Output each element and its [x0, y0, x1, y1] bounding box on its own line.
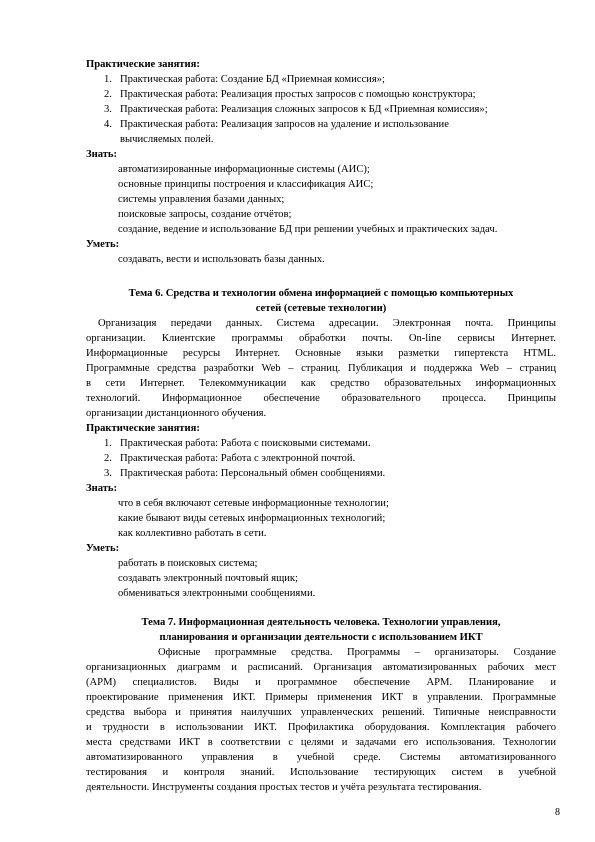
- topic-title-line: планирования и организации деятельности с использованием ИКТ: [159, 632, 483, 643]
- topic-title-line: Тема 6. Средства и технологии обмена информацией с помощью компьютерных: [128, 288, 514, 299]
- list-item: работать в поисковых система;: [118, 558, 258, 569]
- can-label: Уметь:: [86, 239, 120, 250]
- paragraph-line: организационных диаграмм и расписаний. Организация автоматизированных рабочих мест: [86, 662, 556, 673]
- paragraph-line: проектирование применения ИКТ. Примеры применения ИКТ в управлении. Программные: [86, 692, 556, 703]
- list-item: [86, 102, 556, 117]
- list-text: Практическая работа: Работа с поисковыми системами.: [120, 438, 371, 449]
- list-text: Практическая работа: Реализация сложных запросов к БД «Приемная комиссия»;: [120, 104, 488, 115]
- list-item: автоматизированные информационные системы (АИС);: [118, 164, 370, 175]
- list-item: [86, 451, 556, 466]
- list-item: какие бывают виды сетевых информационных технологий;: [118, 513, 386, 524]
- list-number: 2.: [104, 453, 112, 464]
- list-text: Практическая работа: Создание БД «Приемная комиссия»;: [120, 74, 385, 85]
- paragraph-line: места средствами ИКТ в соответствии с целями и задачами его использования. Технологии: [86, 737, 556, 748]
- paragraph-line: технологий. Информационное обеспечение образовательного процесса. Принципы: [86, 393, 556, 404]
- list-text: Практическая работа: Реализация простых запросов с помощью конструктора;: [120, 89, 476, 100]
- paragraph-line: организации. Клиентские программы обработки почты. On-line сервисы Интернет.: [86, 333, 556, 344]
- list-number: 1.: [104, 438, 112, 449]
- topic-title-line: сетей (сетевые технологии): [255, 303, 387, 314]
- topic-6-paragraph: [86, 316, 556, 421]
- list-text: Практическая работа: Персональный обмен сообщениями.: [120, 468, 386, 479]
- page-content: [86, 57, 556, 795]
- topic-title-line: Тема 7. Информационная деятельность человека. Технологии управления,: [141, 617, 501, 628]
- can-list: [86, 556, 556, 601]
- know-label: Знать:: [86, 149, 118, 160]
- practical-works-list: [86, 72, 556, 147]
- list-item: [86, 117, 556, 132]
- know-label: Знать:: [86, 483, 118, 494]
- can-label: Уметь:: [86, 543, 120, 554]
- paragraph-line: Программные средства разработки Web – страниц. Публикация и поддержка Web – страниц: [86, 363, 556, 374]
- list-item: как коллективно работать в сети.: [118, 528, 267, 539]
- can-list: [86, 252, 556, 267]
- list-item: [86, 436, 556, 451]
- paragraph-line: автоматизированного управления в учебной среде. Системы автоматизированного: [86, 752, 556, 763]
- paragraph-line: (АРМ) специалистов. Виды и программное обеспечение АРМ. Планирование и: [86, 677, 556, 688]
- list-number: 3.: [104, 468, 112, 479]
- list-item: поисковые запросы, создание отчётов;: [118, 209, 292, 220]
- practical-works-list: [86, 436, 556, 481]
- know-list: [86, 162, 556, 237]
- list-text: Практическая работа: Работа с электронной почтой.: [120, 453, 356, 464]
- list-item: создавать электронный почтовый ящик;: [118, 573, 298, 584]
- list-item: обмениваться электронными сообщениями.: [118, 588, 316, 599]
- list-item: основные принципы построения и классификация АИС;: [118, 179, 374, 190]
- paragraph-line: деятельности. Инструменты создания простых тестов и учёта результата тестирования.: [86, 782, 482, 793]
- list-item: создание, ведение и использование БД при решении учебных и практических задач.: [118, 224, 498, 235]
- list-item: [86, 72, 556, 87]
- list-item: [86, 87, 556, 102]
- practical-label: Практические занятия:: [86, 59, 200, 70]
- paragraph-line: организации дистанционного обучения.: [86, 408, 267, 419]
- page-number: 8: [555, 807, 560, 818]
- paragraph-line: Организация передачи данных. Система адресации. Электронная почта. Принципы: [98, 318, 556, 329]
- list-number: 4.: [104, 119, 112, 130]
- list-item: [86, 466, 556, 481]
- list-number: 2.: [104, 89, 112, 100]
- list-item: системы управления базами данных;: [118, 194, 285, 205]
- list-number: 3.: [104, 104, 112, 115]
- practical-label: Практические занятия:: [86, 423, 200, 434]
- paragraph-line: и трудности в использовании ИКТ. Профилактика оборудования. Комплектация рабочего: [86, 722, 556, 733]
- list-item: что в себя включают сетевые информационные технологии;: [118, 498, 389, 509]
- paragraph-line: средства выбора и принятия наилучших управленческих решений. Типичные неисправности: [86, 707, 556, 718]
- know-list: [86, 496, 556, 541]
- list-text: Практическая работа: Реализация запросов на удаление и использование: [120, 119, 449, 130]
- topic-7-paragraph: [86, 645, 556, 795]
- list-number: 1.: [104, 74, 112, 85]
- paragraph-line: тестирования и контроля знаний. Использование тестирующих систем в учебной: [86, 767, 556, 778]
- paragraph-line: Информационные ресурсы Интернет. Основные языки разметки гипертекста HTML.: [86, 348, 556, 359]
- topic-6-heading: [86, 286, 556, 316]
- list-item-continuation: [86, 132, 556, 147]
- list-text: вычисляемых полей.: [120, 134, 214, 145]
- topic-7-heading: [86, 615, 556, 645]
- list-item: создавать, вести и использовать базы данных.: [118, 254, 325, 265]
- paragraph-line: в сети Интернет. Телекоммуникации как средство образовательных информационных: [86, 378, 556, 389]
- paragraph-line: Офисные программные средства. Программы – организаторы. Создание: [158, 647, 556, 658]
